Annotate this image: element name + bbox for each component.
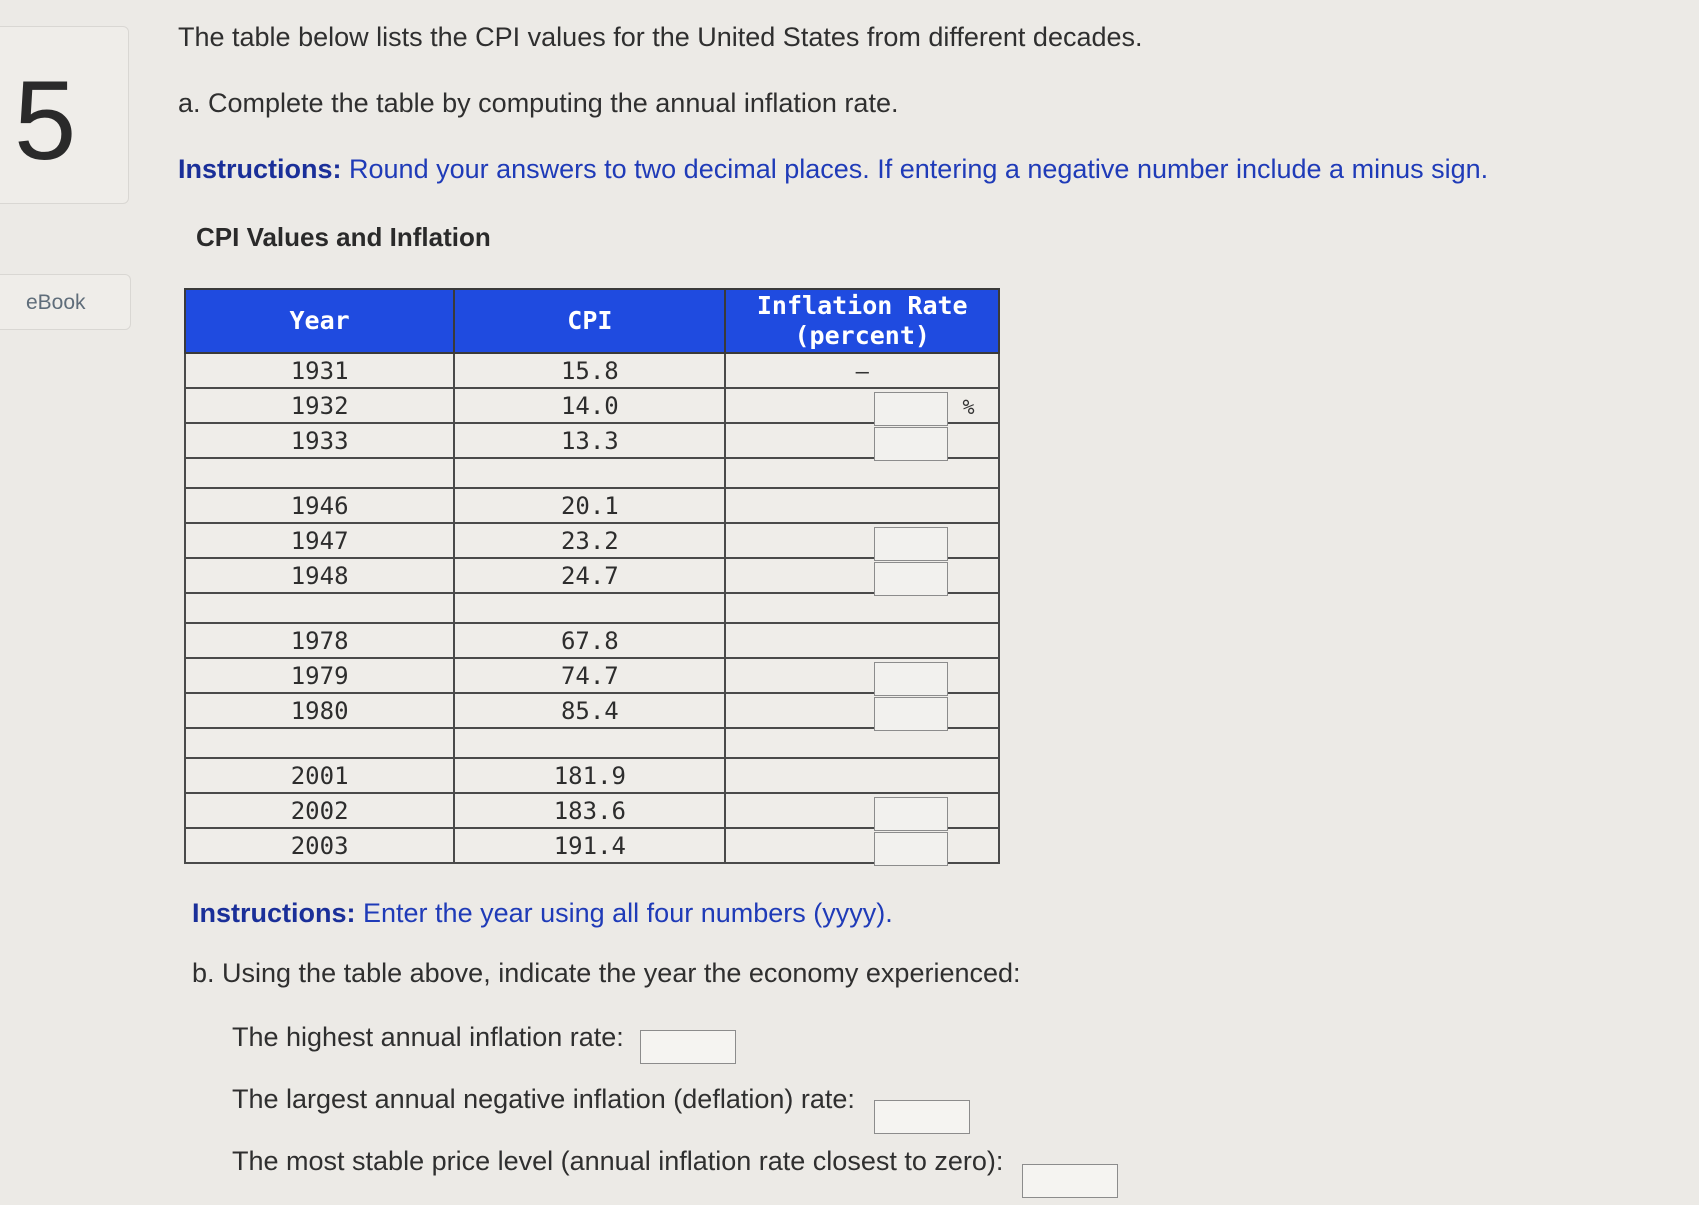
rate-input-1932[interactable] (874, 392, 948, 426)
instructions-a (178, 154, 1488, 185)
percent-sign: % (962, 395, 975, 419)
cpi-cell: 13.3 (454, 423, 725, 458)
year-cell: 1979 (185, 658, 454, 693)
table-header-row (185, 289, 999, 353)
rate-input-1980[interactable] (874, 697, 948, 731)
year-cell: 2003 (185, 828, 454, 863)
largest-deflation-year-input[interactable] (874, 1100, 970, 1134)
year-cell: 1980 (185, 693, 454, 728)
year-cell: 1932 (185, 388, 454, 423)
rate-input-wrap (726, 659, 998, 692)
rate-cell (725, 488, 999, 523)
instructions-b (192, 898, 893, 929)
table-row (185, 423, 999, 458)
most-stable-year-input[interactable] (1022, 1164, 1118, 1198)
rate-input-1947[interactable] (874, 527, 948, 561)
instructions-b-body: Enter the year using all four numbers (yyyy). (355, 898, 893, 928)
year-cell: 1946 (185, 488, 454, 523)
header-inflation-rate (725, 289, 999, 353)
rate-input-wrap (726, 794, 998, 827)
cpi-cell: 15.8 (454, 353, 725, 388)
part-a-text: a. Complete the table by computing the annual inflation rate. (178, 88, 899, 118)
year-cell: 1931 (185, 353, 454, 388)
question-most-stable: The most stable price level (annual inflation rate closest to zero): (232, 1146, 1004, 1176)
highest-inflation-year-input[interactable] (640, 1030, 736, 1064)
year-cell: 1948 (185, 558, 454, 593)
rate-input-wrap (726, 389, 998, 422)
rate-input-wrap (726, 524, 998, 557)
table-row (185, 623, 999, 658)
table-row (185, 488, 999, 523)
rate-cell (725, 693, 999, 728)
cpi-cell: 191.4 (454, 828, 725, 863)
cpi-table (184, 288, 1000, 864)
rate-input-1933[interactable] (874, 427, 948, 461)
cpi-cell: 85.4 (454, 693, 725, 728)
instructions-a-label: Instructions: (178, 154, 342, 184)
ebook-label: eBook (26, 291, 86, 314)
table-row (185, 388, 999, 423)
year-cell: 1933 (185, 423, 454, 458)
intro-text: The table below lists the CPI values for the United States from different decades. (178, 22, 1143, 52)
year-cell: 1947 (185, 523, 454, 558)
ebook-button[interactable] (0, 274, 131, 330)
rate-cell (725, 623, 999, 658)
table-row (185, 658, 999, 693)
cpi-cell: 67.8 (454, 623, 725, 658)
rate-cell (725, 388, 999, 423)
question-largest-deflation: The largest annual negative inflation (deflation) rate: (232, 1084, 855, 1114)
rate-cell (725, 558, 999, 593)
rate-cell (725, 658, 999, 693)
year-cell: 2002 (185, 793, 454, 828)
cpi-cell: 74.7 (454, 658, 725, 693)
cpi-cell: 24.7 (454, 558, 725, 593)
rate-input-wrap (726, 829, 998, 862)
rate-cell (725, 828, 999, 863)
header-year: Year (185, 289, 454, 353)
table-row (185, 758, 999, 793)
year-cell: 2001 (185, 758, 454, 793)
instructions-a-body: Round your answers to two decimal places. If entering a negative number include a minus sign. (341, 154, 1489, 184)
rate-input-2003[interactable] (874, 832, 948, 866)
table-spacer-row (185, 593, 999, 623)
header-cpi: CPI (454, 289, 725, 353)
rate-cell (725, 793, 999, 828)
cpi-cell: 181.9 (454, 758, 725, 793)
rate-cell (725, 423, 999, 458)
question-number: 5 (14, 58, 77, 183)
left-sidebar (0, 0, 130, 1205)
rate-cell (725, 523, 999, 558)
rate-input-wrap (726, 694, 998, 727)
cpi-cell: 183.6 (454, 793, 725, 828)
header-inflation-rate-line1: Inflation Rate (756, 291, 968, 320)
cpi-cell: 14.0 (454, 388, 725, 423)
table-row (185, 523, 999, 558)
table-row (185, 828, 999, 863)
table-row (185, 693, 999, 728)
instructions-b-label: Instructions: (192, 898, 356, 928)
table-title: CPI Values and Inflation (196, 222, 491, 252)
table-spacer-row (185, 728, 999, 758)
year-cell: 1978 (185, 623, 454, 658)
part-b-text: b. Using the table above, indicate the year the economy experienced: (192, 958, 1021, 988)
question-number-box (0, 26, 129, 204)
rate-dash: – (855, 359, 869, 385)
cpi-cell: 23.2 (454, 523, 725, 558)
table-row (185, 793, 999, 828)
question-highest-inflation: The highest annual inflation rate: (232, 1022, 624, 1052)
rate-cell (725, 353, 999, 388)
cpi-cell: 20.1 (454, 488, 725, 523)
table-spacer-row (185, 458, 999, 488)
rate-input-wrap (726, 424, 998, 457)
table-row (185, 558, 999, 593)
rate-input-2002[interactable] (874, 797, 948, 831)
header-inflation-rate-line2: (percent) (794, 321, 930, 350)
rate-input-1979[interactable] (874, 662, 948, 696)
rate-input-1948[interactable] (874, 562, 948, 596)
rate-cell (725, 758, 999, 793)
table-row (185, 353, 999, 388)
rate-input-wrap (726, 559, 998, 592)
